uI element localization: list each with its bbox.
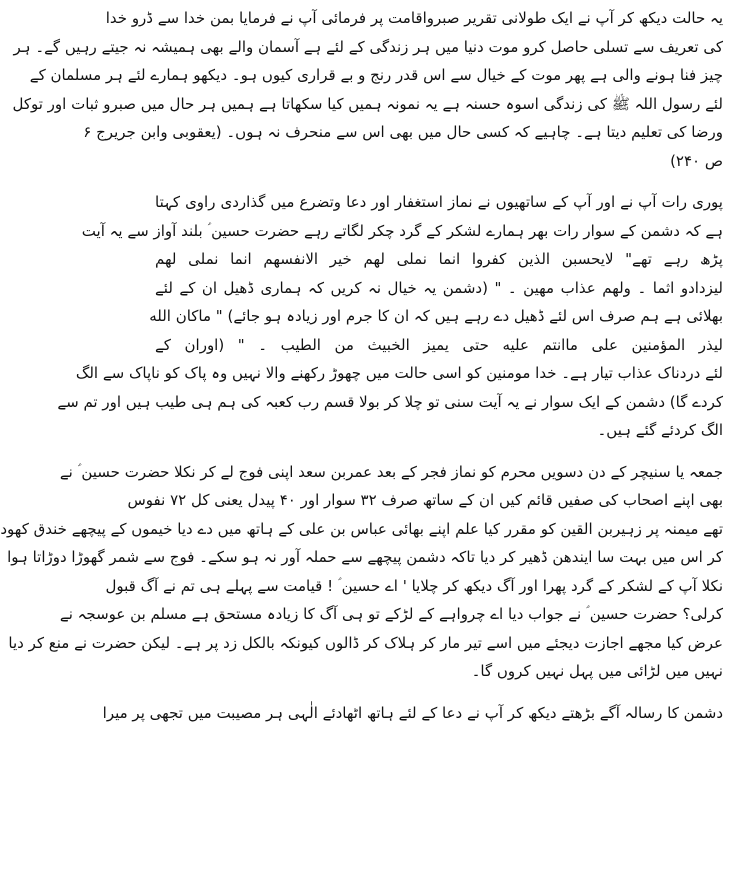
text-line: ورضا کی تعلیم دیتا ہے۔ چاہیے کہ کسی حال میں بھی اس سے منحرف نہ ہوں۔ (یعقوبی وابن جریرج ۶ bbox=[83, 123, 723, 141]
text-line: لئے رسول اللہ ﷺ کی زندگی اسوہ حسنہ ہے یہ نمونہ ہمیں کیا سکھاتا ہے ہمیں ہر حال میں صبرو ثبات اور توکل bbox=[12, 94, 723, 113]
text-line: چیز فنا ہونے والی ہے پھر موت کے خیال سے اس قدر رنج و بے قراری کیوں ہو۔ دیکھو ہمارے لئے ہر مسلمان کے bbox=[29, 66, 723, 84]
text-line: پڑھ رہے تھے" لایحسبن الذین کفروا انما نملی لهم خیر الانفسهم انما نملی لهم bbox=[155, 250, 723, 268]
text-line: عرض کیا مجھے اجازت دیجئے میں اسے تیر مار کر ہلاک کر ڈالوں کیونکہ بالکل زد پر ہے۔ لیکن حضرت نے منع کر دیا bbox=[8, 633, 723, 652]
text-line: نکلا آپ کے لشکر کے گرد پھرا اور آگ دیکھ کر چلایا ' اے حسین ؑ ! قیامت سے پہلے ہی تم نے آگ قبول bbox=[105, 576, 723, 595]
text-line: ہے کہ دشمن کے سوار رات بھر ہمارے لشکر کے گرد چکر لگاتے رہے حضرت حسین ؑ بلند آواز سے یہ آیت bbox=[81, 221, 723, 240]
paragraph-sermon bbox=[12, 4, 723, 175]
text-line: لیذر المؤمنین علی ماانتم علیه حتی یمیز الخبیث من الطیب ۔ " (اوران کے bbox=[155, 335, 723, 354]
text-line: کردے گا) دشمن کے ایک سوار نے یہ آیت سنی تو چلا کر بولا قسم رب کعبہ کی ہم ہی طیب ہیں اور تم سے bbox=[57, 392, 723, 411]
paragraph-gap bbox=[155, 175, 723, 188]
text-line: تھے میمنہ پر زہیربن القین کو مقرر کیا علم اپنے بھائی عباس بن علی کے ہاتھ میں دے دیا خیموں کے پیچھے خندق کھود bbox=[0, 519, 723, 538]
text-line: پوری رات آپ نے اور آپ کے ساتھیوں نے نماز استغفار اور دعا وتضرع میں گذاردی راوی کہتا bbox=[155, 193, 723, 211]
text-line: یہ حالت دیکھ کر آپ نے ایک طولانی تقریر صبرواقامت پر فرمائی آپ نے فرمایا بمن خدا سے ڈرو خدا bbox=[105, 9, 723, 27]
text-line: دشمن کا رسالہ آگے بڑھتے دیکھ کر آپ نے دعا کے لئے ہاتھ اٹھادئے الٰہی ہر مصیبت میں تجھی پر میرا bbox=[102, 703, 723, 722]
text-line: کی تعریف سے تسلی حاصل کرو موت دنیا میں ہر زندگی کے لئے ہے آسمان والے بھی ہمیشہ نہ جیتے رہیں گے۔ ہر bbox=[13, 37, 723, 56]
text-line: کر اس میں بہت سا ایندھن ڈھیر کر دیا تاکہ دشمن پیچھے سے حملہ آور نہ ہو سکے۔ فوج سے شمر گھوڑا دوڑاتا ہوا bbox=[7, 548, 723, 566]
text-line: الگ کردئے گئے ہیں۔ bbox=[597, 421, 723, 439]
paragraph-night bbox=[57, 188, 723, 445]
text-line: بھی اپنے اصحاب کی صفیں قائم کیں ان کے ساتھ صرف ۳۲ سوار اور ۴۰ پیدل یعنی کل ۷۲ نفوس bbox=[127, 491, 723, 509]
text-line: جمعہ یا سنیچر کے دن دسویں محرم کو نماز فجر کے بعد عمربن سعد اپنی فوج لے کر نکلا حضرت حسین ؑ نے bbox=[59, 462, 723, 481]
text-line: بھلائی ہے ہم صرف اس لئے ڈھیل دے رہے ہیں کہ ان کا جرم اور زیادہ ہو جائے) " ماکان الله bbox=[149, 307, 723, 325]
paragraph-prayer bbox=[102, 699, 723, 728]
text-line: کرلی؟ حضرت حسین ؑ نے جواب دیا اے چرواہے کے لڑکے تو ہی آگ کا زیادہ مستحق ہے مسلم بن عوسجہ نے bbox=[59, 605, 723, 623]
paragraph-ashura bbox=[0, 458, 723, 686]
text-line: لئے دردناک عذاب تیار ہے۔ خدا مومنین کو اسی حالت میں چھوڑ رکھنے والا نہیں وہ پاک کو ناپاک سے الگ bbox=[75, 364, 723, 382]
paragraph-gap bbox=[155, 445, 723, 458]
paragraph-gap bbox=[155, 686, 723, 699]
text-line: لیزدادو اثما ۔ ولهم عذاب مهین ۔ " (دشمن یہ خیال نہ کریں کہ ہماری ڈھیل ان کے لئے bbox=[155, 278, 723, 297]
document-page bbox=[0, 4, 723, 866]
text-line: نہیں میں لڑائی میں پہل نہیں کروں گا۔ bbox=[471, 662, 723, 680]
text-line: ص ۲۴۰) bbox=[670, 151, 723, 170]
